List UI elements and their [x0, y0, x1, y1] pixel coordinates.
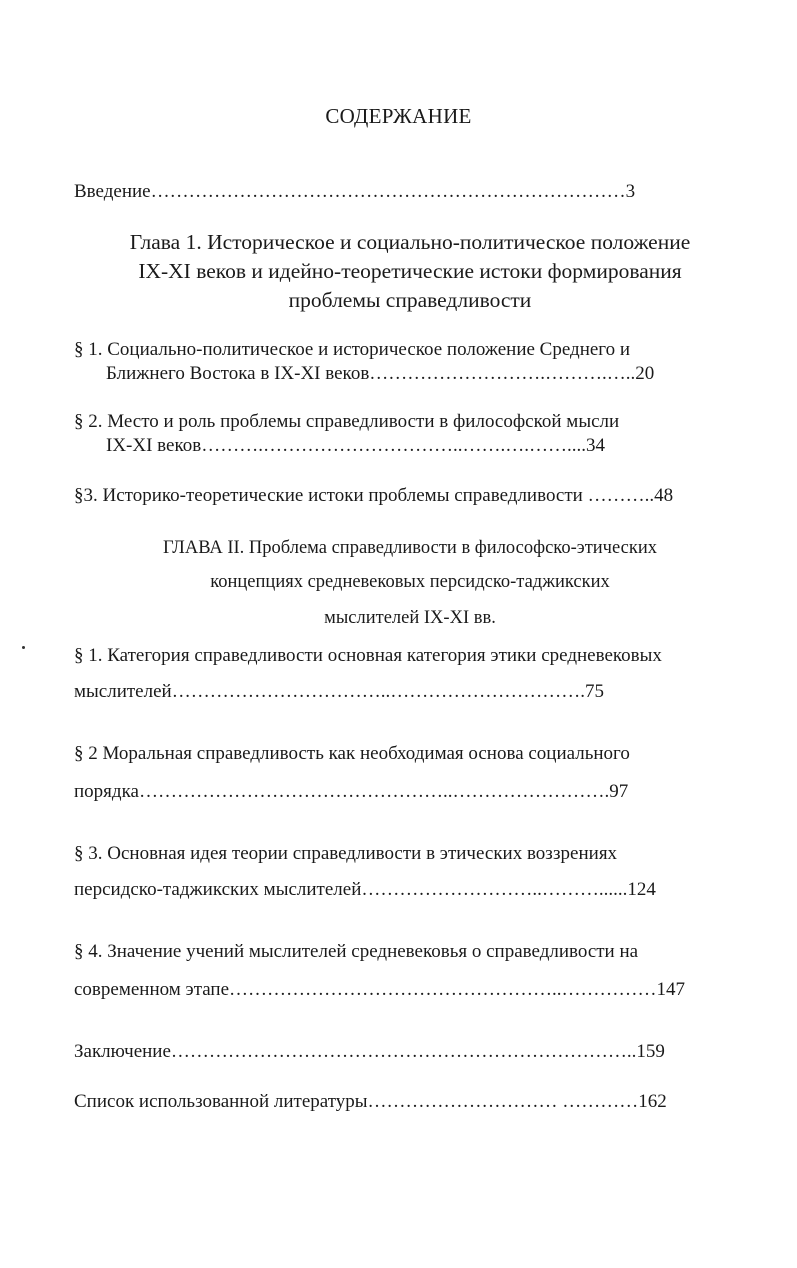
chapter-2-heading-line-3: мыслителей IX-XI вв. [324, 608, 496, 628]
toc-entry-conclusion: Заключение………………………………………………………………..159 [74, 1041, 665, 1062]
chapter-2-heading-line-1: ГЛАВА II. Проблема справедливости в философско-этических [162, 538, 658, 558]
chapter-1-heading-line-2: IX-XI веков и идейно-теоретические истоки формирования [138, 259, 682, 283]
toc-entry-ch2-s3-line-1: § 3. Основная идея теории справедливости в этических воззрениях [74, 843, 618, 864]
page-title: СОДЕРЖАНИЕ [325, 104, 472, 128]
toc-entry-ch2-s2-line-1: § 2 Моральная справедливость как необходимая основа социального [74, 743, 630, 764]
toc-entry-ch1-s1-line-2: Ближнего Востока в IX-XI веков……………………….……….…..20 [106, 363, 655, 384]
toc-entry-ch1-s2-line-1: § 2. Место и роль проблемы справедливости в философской мысли [74, 411, 620, 432]
toc-entry-ch2-s4-line-1: § 4. Значение учений мыслителей средневековья о справедливости на [74, 941, 639, 962]
chapter-1-heading-line-1: Глава 1. Историческое и социально-политическое положение [129, 230, 691, 254]
toc-entry-ch2-s1-line-1: § 1. Категория справедливости основная категория этики средневековых [74, 645, 662, 666]
toc-entry-ch2-s2-line-2: порядка…………………………………………..…………………….97 [74, 781, 629, 802]
toc-entry-introduction: Введение…………………………………………………………………3 [74, 181, 636, 202]
chapter-2-heading-line-2: концепциях средневековых персидско-таджикских [210, 572, 610, 592]
toc-entry-ch1-s2-line-2: IX-XI веков……….…………………………..…….….……....34 [106, 435, 605, 456]
stray-dot-mark [22, 646, 25, 649]
chapter-1-heading-line-3: проблемы справедливости [288, 288, 532, 312]
toc-entry-ch1-s1-line-1: § 1. Социально-политическое и историческое положение Среднего и [74, 339, 631, 360]
toc-entry-ch2-s3-line-2: персидско-таджикских мыслителей………………………..………......124 [74, 879, 656, 900]
toc-entry-ch2-s1-line-2: мыслителей……………………………..………………………….75 [74, 681, 604, 702]
toc-entry-ch2-s4-line-2: современном этапе……………………………………………..……………147 [74, 979, 686, 1000]
toc-entry-bibliography: Список использованной литературы………………………… …………162 [74, 1091, 667, 1112]
toc-entry-ch1-s3: §3. Историко-теоретические истоки проблемы справедливости ………..48 [74, 485, 674, 506]
